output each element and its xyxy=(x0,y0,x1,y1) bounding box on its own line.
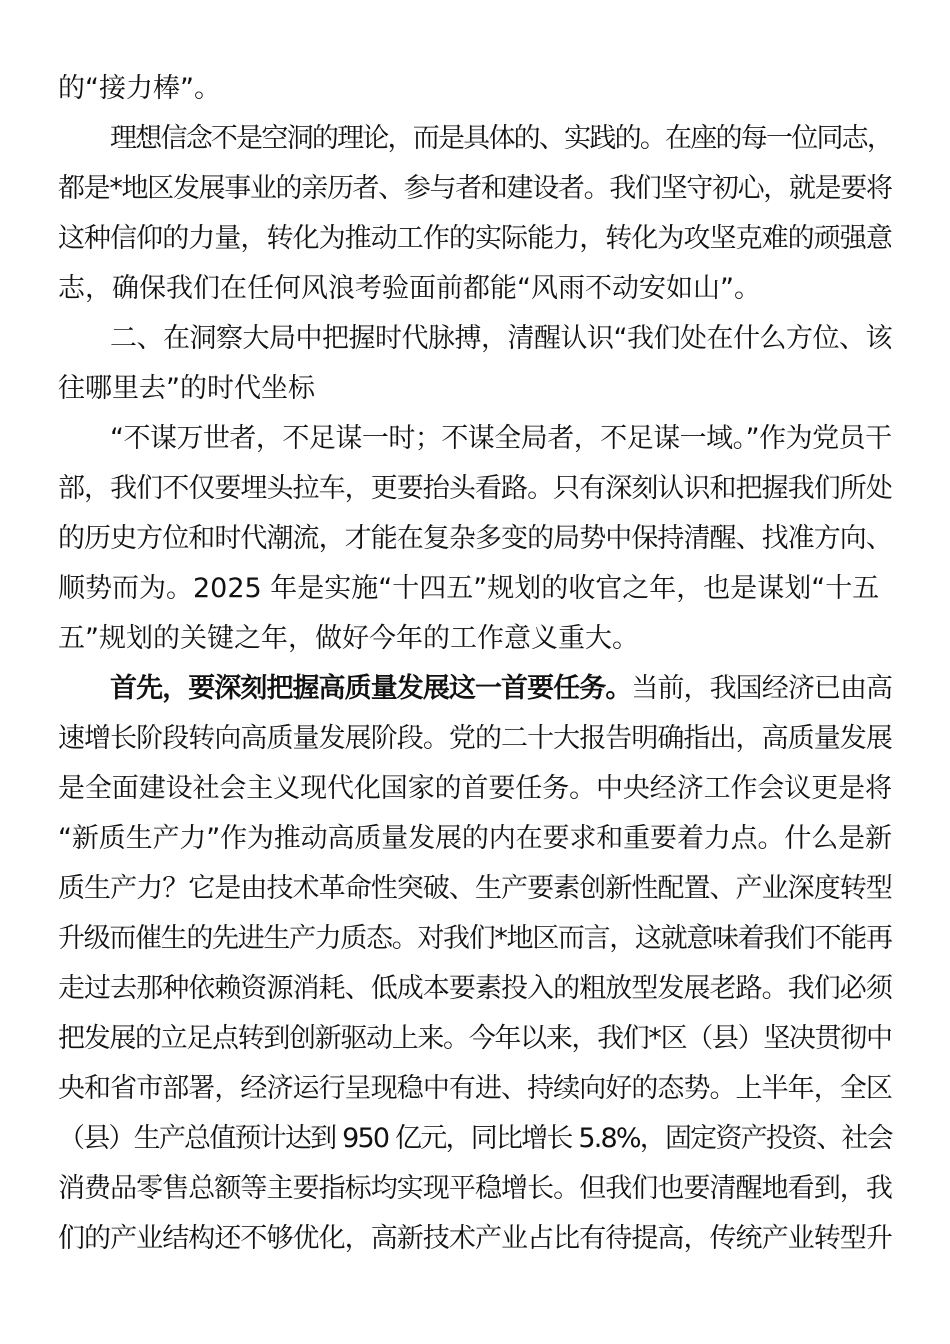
text-line-remainder: 当前，我国经济已由高 xyxy=(631,673,893,704)
text-line: “新质生产力”作为推动高质量发展的内在要求和重要着力点。什么是新 xyxy=(58,823,892,854)
bold-lead-sentence: 首先，要深刻把握高质量发展这一首要任务。 xyxy=(110,673,632,704)
text-line: 是全面建设社会主义现代化国家的首要任务。中央经济工作会议更是将 xyxy=(58,773,892,804)
text-line: 志，确保我们在任何风浪考验面前都能“风雨不动安如山”。 xyxy=(58,273,761,304)
section-heading: 二、在洞察大局中把握时代脉搏，清醒认识“我们处在什么方位、该 xyxy=(110,323,892,354)
text-line: 走过去那种依赖资源消耗、低成本要素投入的粗放型发展老路。我们必须 xyxy=(58,973,892,1004)
text-line: 升级而催生的先进生产力质态。对我们*地区而言，这就意味着我们不能再 xyxy=(58,923,892,954)
text-line: 五”规划的关键之年，做好今年的工作意义重大。 xyxy=(58,623,639,654)
paragraph-first-line: “不谋万世者，不足谋一时；不谋全局者，不足谋一域。”作为党员干 xyxy=(110,423,892,454)
text-line: 质生产力？它是由技术革命性突破、生产要素创新性配置、产业深度转型 xyxy=(58,873,892,904)
text-line: （县）生产总值预计达到 950 亿元，同比增长 5.8%，固定资产投资、社会 xyxy=(58,1123,892,1154)
paragraph-first-line: 理想信念不是空洞的理论，而是具体的、实践的。在座的每一位同志， xyxy=(110,123,893,154)
text-line: 的“接力棒”。 xyxy=(58,73,221,104)
text-line: 这种信仰的力量，转化为推动工作的实际能力，转化为攻坚克难的顽强意 xyxy=(58,223,892,254)
text-line: 速增长阶段转向高质量发展阶段。党的二十大报告明确指出，高质量发展 xyxy=(58,723,892,754)
text-line: 央和省市部署，经济运行呈现稳中有进、持续向好的态势。上半年，全区 xyxy=(58,1073,892,1104)
text-line: 部，我们不仅要埋头拉车，更要抬头看路。只有深刻认识和把握我们所处 xyxy=(58,473,892,504)
section-heading-continued: 往哪里去”的时代坐标 xyxy=(58,373,315,404)
text-line: 都是*地区发展事业的亲历者、参与者和建设者。我们坚守初心，就是要将 xyxy=(58,173,892,204)
text-line: 的历史方位和时代潮流，才能在复杂多变的局势中保持清醒、找准方向、 xyxy=(58,523,892,554)
text-line: 消费品零售总额等主要指标均实现平稳增长。但我们也要清醒地看到，我 xyxy=(58,1173,892,1204)
paragraph-first-line xyxy=(110,672,892,706)
text-line: 把发展的立足点转到创新驱动上来。今年以来，我们*区（县）坚决贯彻中 xyxy=(58,1023,892,1054)
text-line: 顺势而为。2025 年是实施“十四五”规划的收官之年，也是谋划“十五 xyxy=(58,573,880,604)
text-line: 们的产业结构还不够优化，高新技术产业占比有待提高，传统产业转型升 xyxy=(58,1223,892,1254)
